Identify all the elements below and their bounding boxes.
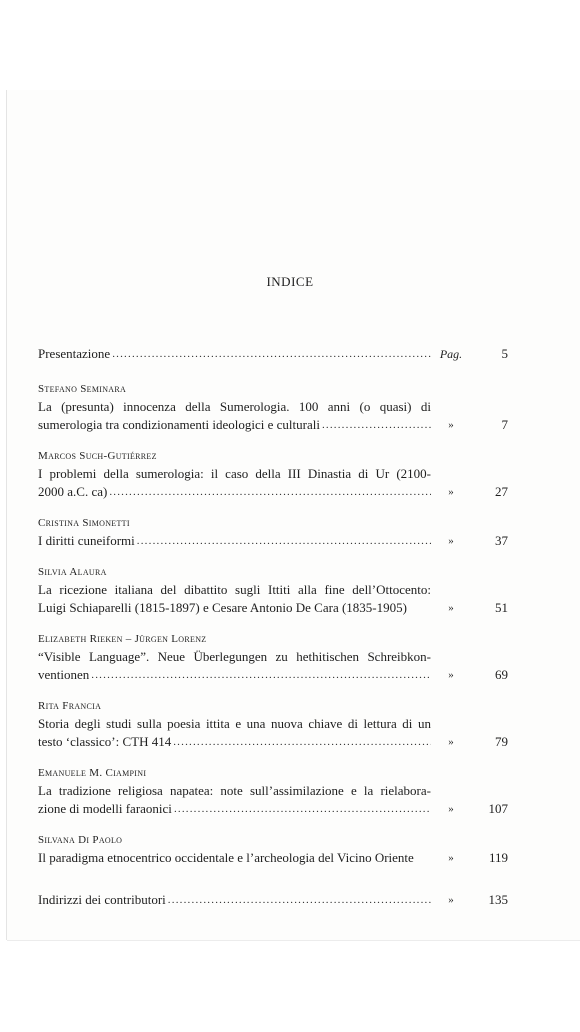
toc-line xyxy=(38,599,508,617)
ditto-mark: » xyxy=(448,535,454,547)
toc-line xyxy=(38,398,508,416)
leader-dots xyxy=(91,666,431,684)
toc-line xyxy=(38,849,508,867)
toc-entry-title: La tradizione religiosa napatea: note sull’assimilazione e la rielabora- xyxy=(38,783,431,798)
toc-author: Emanuele M. Ciampini xyxy=(38,767,147,779)
ditto-mark: » xyxy=(448,803,454,815)
ditto-mark: » xyxy=(448,852,454,864)
page-number: 79 xyxy=(495,734,508,749)
leader-dots xyxy=(174,800,431,818)
toc-entry-title: Il paradigma etnocentrico occidentale e l’archeologia del Vicino Oriente xyxy=(38,850,414,865)
leader-dots xyxy=(109,483,431,501)
toc-line xyxy=(38,733,508,751)
page-number: 135 xyxy=(488,892,508,907)
leader-dots xyxy=(168,891,431,909)
toc-line xyxy=(38,581,508,599)
page-number: 51 xyxy=(495,600,508,615)
toc-entry-title: sumerologia tra condizionamenti ideologici e culturali xyxy=(38,417,320,432)
toc-author: Cristina Simonetti xyxy=(38,517,130,529)
ditto-mark: » xyxy=(448,602,454,614)
page-number: 7 xyxy=(501,417,508,432)
leader-dots xyxy=(173,733,431,751)
toc-entry xyxy=(38,833,508,867)
toc-line xyxy=(38,891,508,909)
toc-entry xyxy=(38,565,508,617)
toc-entry-title: La ricezione italiana del dibattito sugli Ittiti alla fine dell’Ottocento: xyxy=(38,582,431,597)
toc-line xyxy=(38,666,508,684)
toc-entry-presentazione xyxy=(38,345,508,363)
index-title: INDICE xyxy=(266,274,314,289)
toc-line xyxy=(38,416,508,434)
toc-entry-title: ventionen xyxy=(38,667,90,682)
toc-line xyxy=(38,715,508,733)
leader-dots xyxy=(112,345,431,363)
toc-author: Stefano Seminara xyxy=(38,383,127,395)
page-number: 69 xyxy=(495,667,508,682)
page-number: 5 xyxy=(501,346,508,361)
toc-line xyxy=(38,345,508,363)
toc-entry-title: Indirizzi dei contributori xyxy=(38,892,166,907)
ditto-mark: » xyxy=(448,419,454,431)
toc-entry-title: I problemi della sumerologia: il caso della III Dinastia di Ur (2100- xyxy=(38,466,431,481)
toc-entry-indirizzi xyxy=(38,891,508,909)
toc-entry xyxy=(38,699,508,751)
leader-dots xyxy=(322,416,431,434)
toc-line xyxy=(38,782,508,800)
table-of-contents xyxy=(38,345,508,924)
toc-entry-title: zione di modelli faraonici xyxy=(38,801,172,816)
toc-line xyxy=(38,800,508,818)
toc-line xyxy=(38,532,508,550)
toc-line xyxy=(38,483,508,501)
toc-author: Silvana Di Paolo xyxy=(38,834,123,846)
toc-entry-title: testo ‘classico’: CTH 414 xyxy=(38,734,172,749)
pag-label: Pag. xyxy=(439,347,463,361)
toc-line xyxy=(38,465,508,483)
toc-entry xyxy=(38,382,508,434)
toc-entry-title: Luigi Schiaparelli (1815-1897) e Cesare Antonio De Cara (1835-1905) xyxy=(38,600,407,615)
toc-entry-title: Storia degli studi sulla poesia ittita e una nuova chiave di lettura di un xyxy=(38,716,431,731)
ditto-mark: » xyxy=(448,736,454,748)
toc-entry-title: Presentazione xyxy=(38,346,111,361)
toc-author: Rita Francia xyxy=(38,700,102,712)
page-number: 107 xyxy=(488,801,508,816)
toc-author: Silvia Alaura xyxy=(38,566,107,578)
leader-dots xyxy=(137,532,431,550)
toc-author: Marcos Such-Gutiérrez xyxy=(38,450,157,462)
ditto-mark: » xyxy=(448,486,454,498)
toc-entry xyxy=(38,449,508,501)
toc-entry-title: “Visible Language”. Neue Überlegungen zu hethitischen Schreibkon- xyxy=(38,649,431,664)
page-number: 37 xyxy=(495,533,508,548)
toc-entry-title: I diritti cuneiformi xyxy=(38,533,135,548)
page-number: 119 xyxy=(488,850,508,865)
toc-entry-title: 2000 a.C. ca) xyxy=(38,484,108,499)
toc-entry xyxy=(38,632,508,684)
toc-author: Elizabeth Rieken – Jürgen Lorenz xyxy=(38,633,207,645)
toc-entry xyxy=(38,766,508,818)
toc-line xyxy=(38,648,508,666)
toc-entry xyxy=(38,516,508,550)
toc-entry-title: La (presunta) innocenza della Sumerologia. 100 anni (o quasi) di xyxy=(38,399,431,414)
page-number: 27 xyxy=(495,484,508,499)
ditto-mark: » xyxy=(448,894,454,906)
ditto-mark: » xyxy=(448,669,454,681)
